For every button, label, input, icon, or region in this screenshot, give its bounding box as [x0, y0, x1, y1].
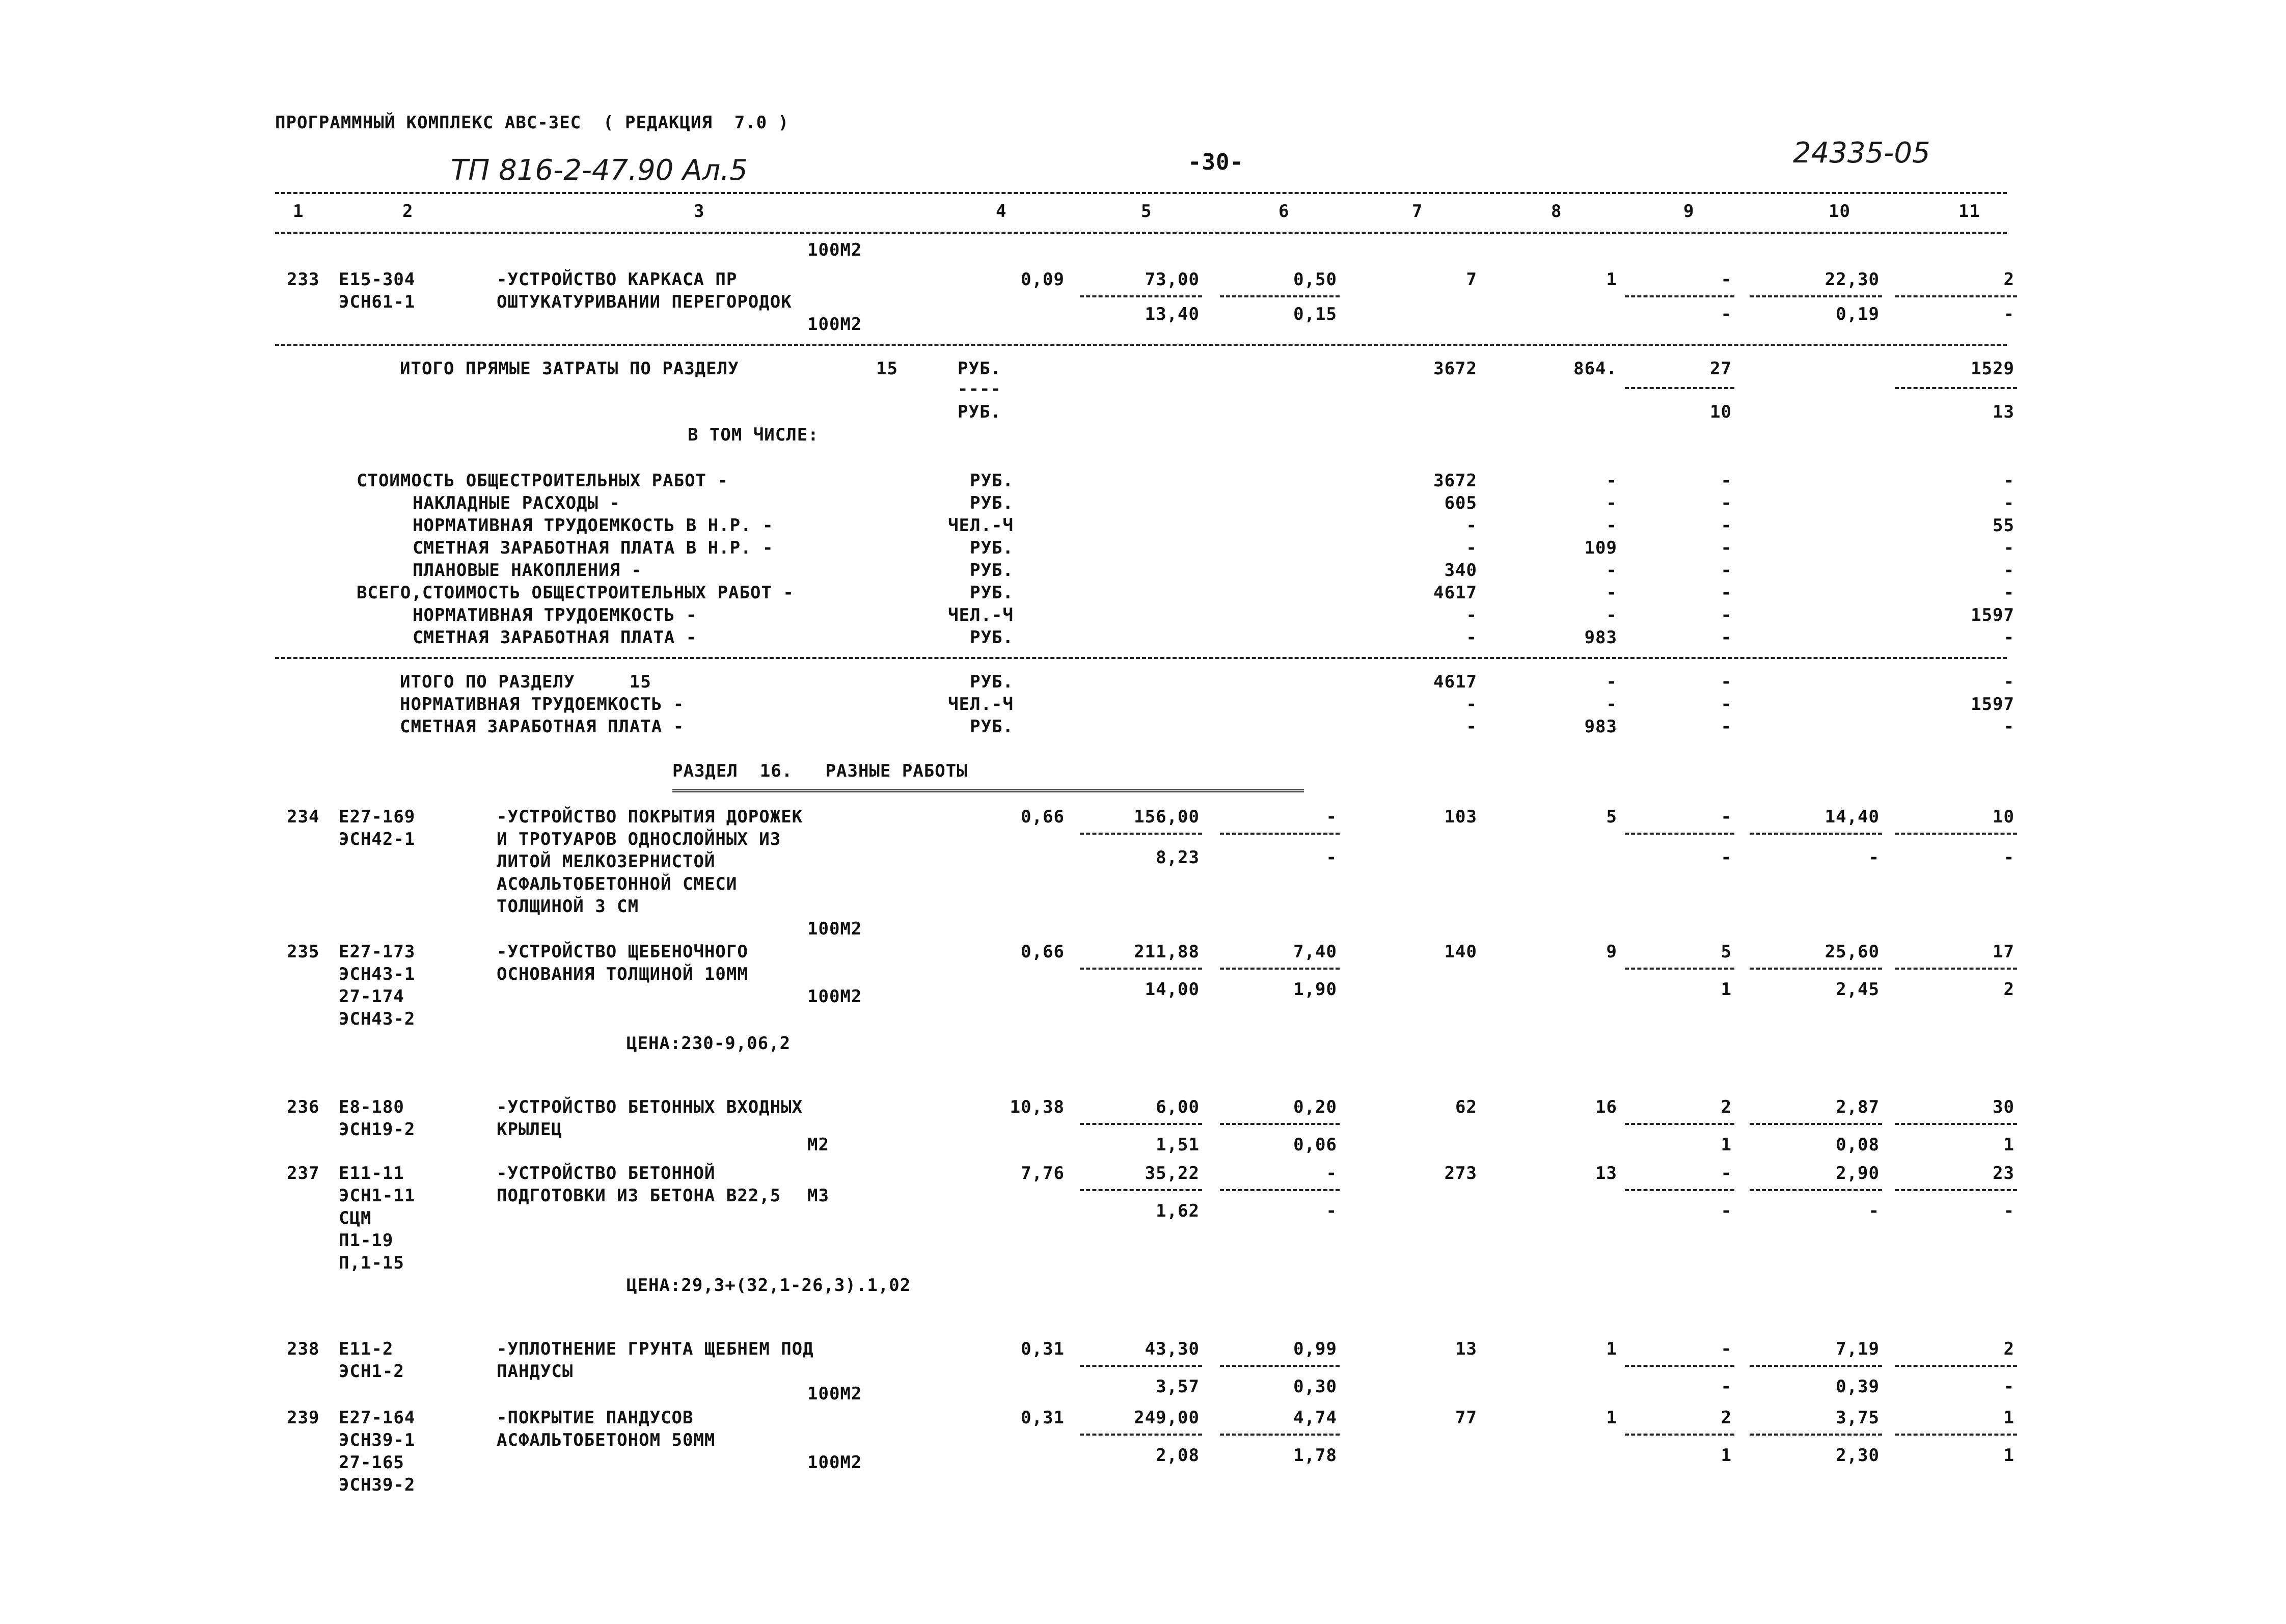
summary-label: НАКЛАДНЫЕ РАСХОДЫ - — [413, 493, 620, 513]
item-number: 237 — [287, 1163, 320, 1183]
quantity: 10,38 — [1010, 1097, 1065, 1117]
section-total-unit: ЧЕЛ.-Ч — [948, 694, 1014, 714]
summary-total: - — [1466, 515, 1477, 536]
summary-col11: - — [2003, 583, 2015, 603]
work-description: И ТРОТУАРОВ ОДНОСЛОЙНЫХ ИЗ — [497, 829, 781, 849]
summary-wage: - — [1606, 583, 1617, 603]
value-separator — [1625, 295, 1734, 297]
section-total-unit: РУБ. — [970, 717, 1014, 737]
value-separator — [1895, 1123, 2017, 1125]
wage-cost: 16 — [1595, 1097, 1617, 1117]
column-number: 6 — [1278, 201, 1290, 222]
work-description: -УСТРОЙСТВО ПОКРЫТИЯ ДОРОЖЕК — [497, 807, 803, 827]
summary-unit: РУБ. — [970, 538, 1014, 558]
column-number: 7 — [1412, 201, 1423, 222]
summary-unit: РУБ. — [970, 583, 1014, 603]
col9-value: - — [1721, 1163, 1732, 1183]
value-separator — [1895, 968, 2017, 970]
section-total-cost: - — [1466, 694, 1477, 714]
summary-col11: - — [2003, 560, 2015, 581]
price-formula: ЦЕНА:230-9,06,2 — [627, 1033, 791, 1054]
summary-col9: - — [1721, 605, 1732, 625]
summary-label: СМЕТНАЯ ЗАРАБОТНАЯ ПЛАТА В Н.Р. - — [413, 538, 774, 558]
rate-code: ЭСН39-2 — [339, 1475, 416, 1495]
unit-cost: 156,00 — [1134, 807, 1200, 827]
column-number: 11 — [1958, 201, 1980, 222]
section-total-unit: РУБ. — [970, 672, 1014, 692]
value-separator — [1080, 295, 1202, 297]
summary-unit: РУБ. — [970, 493, 1014, 513]
column-number: 4 — [996, 201, 1007, 222]
summary-unit: ЧЕЛ.-Ч — [948, 515, 1014, 536]
col9-value: 2 — [1721, 1097, 1732, 1117]
quantity: 0,66 — [1021, 942, 1065, 962]
col11-value: - — [2003, 1377, 2015, 1397]
work-description: -УПЛОТНЕНИЕ ГРУНТА ЩЕБНЕМ ПОД — [497, 1339, 814, 1359]
rate-code: ЭСН43-1 — [339, 964, 416, 984]
column-number: 5 — [1141, 201, 1152, 222]
rate-code: ЭСН61-1 — [339, 292, 416, 312]
program-header: ПРОГРАММНЫЙ КОМПЛЕКС АВС-3ЕС ( РЕДАКЦИЯ 7.0 ) — [275, 113, 790, 133]
rate-code: 27-165 — [339, 1452, 404, 1473]
summary-col9: - — [1721, 560, 1732, 581]
rate-code: Е8-180 — [339, 1097, 404, 1117]
value-separator — [1080, 1434, 1202, 1436]
col9-value: - — [1721, 807, 1732, 827]
item-number: 235 — [287, 942, 320, 962]
machine-cost: 7,40 — [1293, 942, 1337, 962]
value-separator — [1220, 968, 1340, 970]
value-separator — [1750, 1123, 1882, 1125]
total-cost: 273 — [1444, 1163, 1477, 1183]
work-description: ПАНДУСЫ — [497, 1361, 574, 1382]
wage-cost: 13 — [1595, 1163, 1617, 1183]
summary-col9: - — [1721, 493, 1732, 513]
col9-value: - — [1721, 1377, 1732, 1397]
machine-cost-wage: 1,90 — [1293, 979, 1337, 1000]
work-description: -УСТРОЙСТВО ЩЕБЕНОЧНОГО — [497, 942, 748, 962]
work-description: ЛИТОЙ МЕЛКОЗЕРНИСТОЙ — [497, 851, 716, 872]
summary-col11: - — [2003, 627, 2015, 648]
quantity: 0,09 — [1021, 269, 1065, 290]
summary-col11: - — [2003, 471, 2015, 491]
unit-cost-wage: 1,51 — [1156, 1135, 1200, 1155]
col11-value: 2 — [2003, 979, 2015, 1000]
machine-cost-wage: 0,15 — [1293, 304, 1337, 324]
rate-code: П,1-15 — [339, 1253, 404, 1273]
value-separator — [1625, 1365, 1734, 1367]
rate-code: Е27-169 — [339, 807, 416, 827]
machine-cost-wage: - — [1326, 847, 1337, 868]
summary-total: 340 — [1444, 560, 1477, 581]
total-cost: 103 — [1444, 807, 1477, 827]
summary-total: 605 — [1444, 493, 1477, 513]
summary-col9: - — [1721, 538, 1732, 558]
unit-cost: 35,22 — [1145, 1163, 1200, 1183]
rate-code: СЦМ — [339, 1208, 372, 1228]
col9-value: - — [1721, 1339, 1732, 1359]
section-total-wage: - — [1606, 672, 1617, 692]
quantity: 0,31 — [1021, 1339, 1065, 1359]
machine-cost: - — [1326, 807, 1337, 827]
labor-hours: - — [1868, 847, 1880, 868]
value-separator — [1220, 1123, 1340, 1125]
rate-code: Е11-11 — [339, 1163, 404, 1183]
unit-cost: 211,88 — [1134, 942, 1200, 962]
summary-col9: - — [1721, 583, 1732, 603]
work-description: -УСТРОЙСТВО БЕТОННЫХ ВХОДНЫХ — [497, 1097, 803, 1117]
rate-code: Е27-173 — [339, 942, 416, 962]
col9-value: 1 — [1721, 979, 1732, 1000]
summary-label: СТОИМОСТЬ ОБЩЕСТРОИТЕЛЬНЫХ РАБОТ - — [357, 471, 728, 491]
summary-total: - — [1466, 538, 1477, 558]
unit-label: М2 — [807, 1135, 829, 1155]
value-separator — [1750, 1189, 1882, 1191]
unit-cost-wage: 14,00 — [1145, 979, 1200, 1000]
work-description: -УСТРОЙСТВО КАРКАСА ПР — [497, 269, 738, 290]
labor-hours: 25,60 — [1825, 942, 1880, 962]
rate-code: ЭСН42-1 — [339, 829, 416, 849]
column-number: 1 — [293, 201, 304, 222]
rate-code: 27-174 — [339, 986, 404, 1007]
value-separator — [1750, 1434, 1882, 1436]
column-number: 3 — [694, 201, 705, 222]
unit-cost: 249,00 — [1134, 1408, 1200, 1428]
rate-code: ЭСН1-11 — [339, 1186, 416, 1206]
section-total-label: СМЕТНАЯ ЗАРАБОТНАЯ ПЛАТА - — [400, 717, 685, 737]
summary-unit: ЧЕЛ.-Ч — [948, 605, 1014, 625]
machine-cost-wage: 0,06 — [1293, 1135, 1337, 1155]
labor-hours: 2,87 — [1836, 1097, 1880, 1117]
machine-cost: - — [1326, 1163, 1337, 1183]
col9-value: 27 — [1710, 359, 1732, 379]
col11-value: 1529 — [1971, 359, 2015, 379]
rate-code: ЭСН1-2 — [339, 1361, 404, 1382]
col11-value: 10 — [1993, 807, 2015, 827]
summary-label: СМЕТНАЯ ЗАРАБОТНАЯ ПЛАТА - — [413, 627, 697, 648]
col9-value: 2 — [1721, 1408, 1732, 1428]
summary-wage: - — [1606, 493, 1617, 513]
section-total-col11: - — [2003, 672, 2015, 692]
total-section: 15 — [876, 359, 898, 379]
labor-hours: 22,30 — [1825, 269, 1880, 290]
labor-hours: 0,39 — [1836, 1377, 1880, 1397]
col11-value: 2 — [2003, 269, 2015, 290]
machine-cost: 0,20 — [1293, 1097, 1337, 1117]
machine-cost-wage: 1,78 — [1293, 1445, 1337, 1466]
value-separator — [1080, 968, 1202, 970]
section-total-wage: - — [1606, 694, 1617, 714]
unit-label: 100М2 — [807, 240, 862, 260]
summary-total: 3672 — [1433, 471, 1477, 491]
value-separator — [1625, 833, 1734, 835]
labor-hours: 3,75 — [1836, 1408, 1880, 1428]
work-description: -УСТРОЙСТВО БЕТОННОЙ — [497, 1163, 716, 1183]
item-number: 233 — [287, 269, 320, 290]
value-separator — [1895, 1365, 2017, 1367]
quantity: 0,66 — [1021, 807, 1065, 827]
value-separator — [1080, 1123, 1202, 1125]
rate-code: ЭСН43-2 — [339, 1009, 416, 1029]
value-separator — [1895, 833, 2017, 835]
rate-code: Е15-304 — [339, 269, 416, 290]
column-number: 2 — [402, 201, 414, 222]
column-number: 8 — [1551, 201, 1562, 222]
total-cost: 3672 — [1433, 359, 1477, 379]
summary-label: НОРМАТИВНАЯ ТРУДОЕМКОСТЬ - — [413, 605, 697, 625]
quantity: 7,76 — [1021, 1163, 1065, 1183]
summary-wage: - — [1606, 515, 1617, 536]
unit-label: М3 — [807, 1186, 829, 1206]
work-description: КРЫЛЕЦ — [497, 1119, 562, 1140]
col9-value: 10 — [1710, 402, 1732, 422]
value-separator — [1220, 295, 1340, 297]
column-number: 10 — [1829, 201, 1850, 222]
summary-col9: - — [1721, 515, 1732, 536]
summary-total: - — [1466, 627, 1477, 648]
section-total-wage: 983 — [1584, 717, 1617, 737]
quantity: 0,31 — [1021, 1408, 1065, 1428]
value-separator — [1750, 295, 1882, 297]
value-separator — [1220, 833, 1340, 835]
summary-wage: - — [1606, 605, 1617, 625]
work-description: АСФАЛЬТОБЕТОННОЙ СМЕСИ — [497, 874, 738, 894]
labor-hours: 7,19 — [1836, 1339, 1880, 1359]
unit-cost-wage: 13,40 — [1145, 304, 1200, 324]
value-separator — [1895, 387, 2017, 389]
col11-value: - — [2003, 1201, 2015, 1221]
item-number: 236 — [287, 1097, 320, 1117]
rate-code: ЭСН19-2 — [339, 1119, 416, 1140]
wage-cost: 864. — [1573, 359, 1617, 379]
section-total-cost: 4617 — [1433, 672, 1477, 692]
machine-cost-wage: - — [1326, 1201, 1337, 1221]
total-cost: 77 — [1455, 1408, 1477, 1428]
value-separator — [1750, 833, 1882, 835]
summary-col9: - — [1721, 471, 1732, 491]
item-number: 238 — [287, 1339, 320, 1359]
value-separator — [1220, 1365, 1340, 1367]
total-label: ИТОГО ПРЯМЫЕ ЗАТРАТЫ ПО РАЗДЕЛУ — [400, 359, 739, 379]
unit-label: 100М2 — [807, 919, 862, 939]
unit-cost-wage: 8,23 — [1156, 847, 1200, 868]
wage-cost: 5 — [1606, 807, 1617, 827]
summary-total: - — [1466, 605, 1477, 625]
value-separator — [1220, 1434, 1340, 1436]
section-total-col11: - — [2003, 717, 2015, 737]
summary-unit: РУБ. — [970, 471, 1014, 491]
unit-cost-wage: 2,08 — [1156, 1445, 1200, 1466]
col9-value: - — [1721, 269, 1732, 290]
section-rule — [275, 657, 2007, 659]
section-total-label: ИТОГО ПО РАЗДЕЛУ 15 — [400, 672, 651, 692]
section-total-col9: - — [1721, 717, 1732, 737]
value-separator — [1625, 1123, 1734, 1125]
unit-cost: 6,00 — [1156, 1097, 1200, 1117]
rate-code: Е27-164 — [339, 1408, 416, 1428]
section-title-underline — [672, 789, 1304, 792]
work-description: АСФАЛЬТОБЕТОНОМ 50ММ — [497, 1430, 716, 1450]
summary-unit: РУБ. — [970, 627, 1014, 648]
unit-cost: 43,30 — [1145, 1339, 1200, 1359]
value-separator — [1750, 1365, 1882, 1367]
total-cost: 13 — [1455, 1339, 1477, 1359]
wage-cost: 9 — [1606, 942, 1617, 962]
value-separator — [1625, 968, 1734, 970]
labor-hours: 14,40 — [1825, 807, 1880, 827]
rate-code: П1-19 — [339, 1230, 394, 1251]
doc-code: ТП 816-2-47.90 Ал.5 — [451, 154, 748, 187]
value-separator — [1625, 1434, 1734, 1436]
item-number: 234 — [287, 807, 320, 827]
summary-col9: - — [1721, 627, 1732, 648]
summary-label: НОРМАТИВНАЯ ТРУДОЕМКОСТЬ В Н.Р. - — [413, 515, 774, 536]
labor-hours: 0,08 — [1836, 1135, 1880, 1155]
summary-col11: - — [2003, 493, 2015, 513]
rate-code: Е11-2 — [339, 1339, 394, 1359]
document-number: 24335-05 — [1793, 136, 1930, 170]
col11-value: 2 — [2003, 1339, 2015, 1359]
col9-value: - — [1721, 304, 1732, 324]
summary-wage: 983 — [1584, 627, 1617, 648]
col11-value: 1 — [2003, 1408, 2015, 1428]
section-total-col9: - — [1721, 672, 1732, 692]
machine-cost: 4,74 — [1293, 1408, 1337, 1428]
value-separator — [1625, 387, 1734, 389]
summary-col11: - — [2003, 538, 2015, 558]
labor-hours: 0,19 — [1836, 304, 1880, 324]
unit-label: 100М2 — [807, 1452, 862, 1473]
labor-hours: 2,30 — [1836, 1445, 1880, 1466]
summary-wage: 109 — [1584, 538, 1617, 558]
labor-hours: - — [1868, 1201, 1880, 1221]
col9-value: - — [1721, 847, 1732, 868]
section-total-cost: - — [1466, 717, 1477, 737]
work-description: -ПОКРЫТИЕ ПАНДУСОВ — [497, 1408, 694, 1428]
value-separator — [1220, 1189, 1340, 1191]
total-unit: РУБ. — [958, 402, 1001, 422]
total-dashes: ---- — [958, 379, 1001, 399]
summary-col11: 1597 — [1971, 605, 2015, 625]
col11-value: 1 — [2003, 1135, 2015, 1155]
value-separator — [1895, 1434, 2017, 1436]
col9-value: 5 — [1721, 942, 1732, 962]
unit-cost-wage: 3,57 — [1156, 1377, 1200, 1397]
summary-wage: - — [1606, 560, 1617, 581]
price-formula: ЦЕНА:29,3+(32,1-26,3).1,02 — [627, 1275, 911, 1296]
machine-cost-wage: 0,30 — [1293, 1377, 1337, 1397]
wage-cost: 1 — [1606, 1339, 1617, 1359]
summary-wage: - — [1606, 471, 1617, 491]
unit-cost-wage: 1,62 — [1156, 1201, 1200, 1221]
summary-label: ПЛАНОВЫЕ НАКОПЛЕНИЯ - — [413, 560, 642, 581]
rate-code: ЭСН39-1 — [339, 1430, 416, 1450]
total-cost: 140 — [1444, 942, 1477, 962]
col9-value: - — [1721, 1201, 1732, 1221]
summary-label: ВСЕГО,СТОИМОСТЬ ОБЩЕСТРОИТЕЛЬНЫХ РАБОТ - — [357, 583, 794, 603]
value-separator — [1080, 833, 1202, 835]
work-description: ПОДГОТОВКИ ИЗ БЕТОНА В22,5 — [497, 1186, 781, 1206]
summary-total: 4617 — [1433, 583, 1477, 603]
section-total-label: НОРМАТИВНАЯ ТРУДОЕМКОСТЬ - — [400, 694, 685, 714]
column-number: 9 — [1683, 201, 1695, 222]
col11-value: - — [2003, 847, 2015, 868]
col9-value: 1 — [1721, 1135, 1732, 1155]
value-separator — [1750, 968, 1882, 970]
work-description: ОШТУКАТУРИВАНИИ ПЕРЕГОРОДОК — [497, 292, 792, 312]
page-number: -30- — [1188, 149, 1244, 175]
total-unit: РУБ. — [958, 359, 1001, 379]
unit-cost: 73,00 — [1145, 269, 1200, 290]
work-description: ОСНОВАНИЯ ТОЛЩИНОЙ 10ММ — [497, 964, 748, 984]
section-total-col9: - — [1721, 694, 1732, 714]
work-description: ТОЛЩИНОЙ 3 СМ — [497, 896, 639, 917]
machine-cost: 0,50 — [1293, 269, 1337, 290]
value-separator — [1625, 1189, 1734, 1191]
section-total-col11: 1597 — [1971, 694, 2015, 714]
labor-hours: 2,45 — [1836, 979, 1880, 1000]
col11-value: 13 — [1993, 402, 2015, 422]
labor-hours: 2,90 — [1836, 1163, 1880, 1183]
summary-col11: 55 — [1993, 515, 2015, 536]
value-separator — [1895, 1189, 2017, 1191]
summary-unit: РУБ. — [970, 560, 1014, 581]
value-separator — [1895, 295, 2017, 297]
unit-label: 100М2 — [807, 986, 862, 1007]
unit-label: 100М2 — [807, 1384, 862, 1404]
section-rule — [275, 344, 2007, 346]
unit-label: 100М2 — [807, 314, 862, 335]
col11-value: - — [2003, 304, 2015, 324]
wage-cost: 1 — [1606, 269, 1617, 290]
col11-value: 23 — [1993, 1163, 2015, 1183]
wage-cost: 1 — [1606, 1408, 1617, 1428]
including-label: В ТОМ ЧИСЛЕ: — [688, 425, 819, 445]
col11-value: 1 — [2003, 1445, 2015, 1466]
item-number: 239 — [287, 1408, 320, 1428]
value-separator — [1080, 1189, 1202, 1191]
total-cost: 62 — [1455, 1097, 1477, 1117]
section-title: РАЗДЕЛ 16. РАЗНЫЕ РАБОТЫ — [672, 761, 968, 781]
machine-cost: 0,99 — [1293, 1339, 1337, 1359]
total-cost: 7 — [1466, 269, 1477, 290]
col11-value: 30 — [1993, 1097, 2015, 1117]
col11-value: 17 — [1993, 942, 2015, 962]
value-separator — [1080, 1365, 1202, 1367]
col9-value: 1 — [1721, 1445, 1732, 1466]
